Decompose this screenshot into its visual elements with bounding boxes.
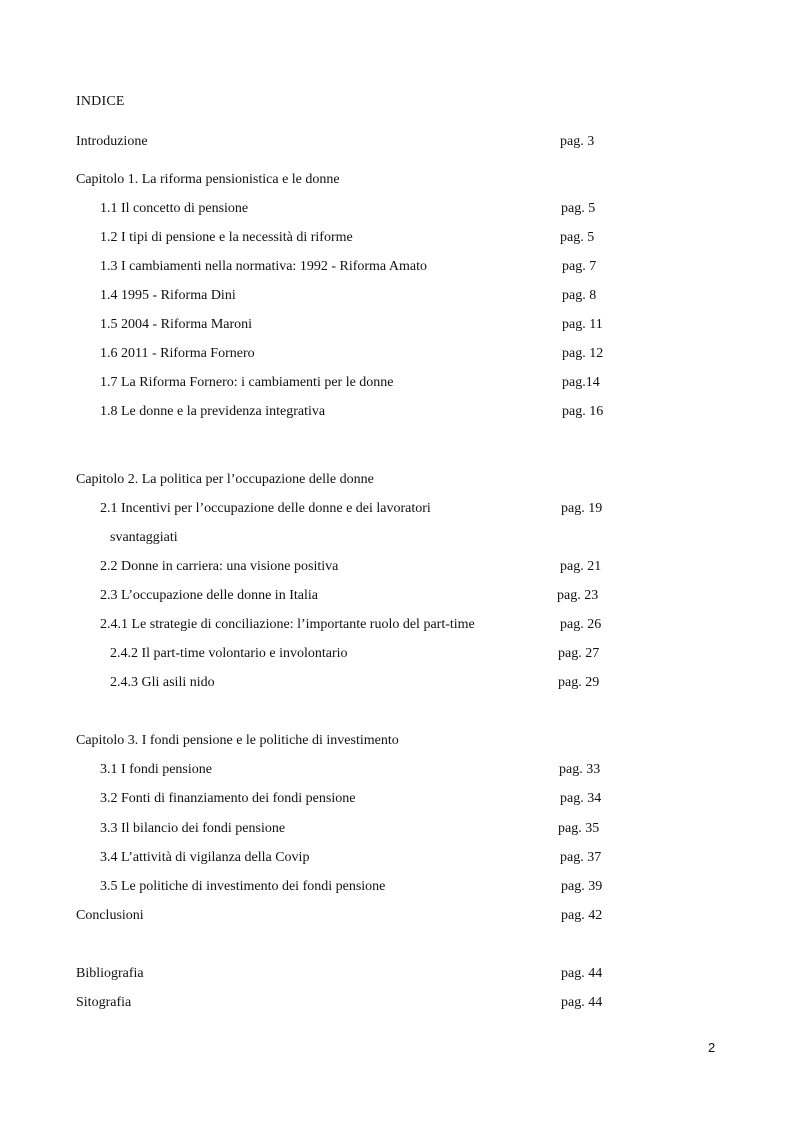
toc-label: Bibliografia bbox=[76, 966, 144, 981]
toc-page: pag. 16 bbox=[562, 404, 604, 419]
toc-label: 2.1 Incentivi per l’occupazione delle donne e dei lavoratori bbox=[100, 501, 431, 516]
toc-page: pag. 29 bbox=[558, 675, 600, 690]
toc-label: 1.8 Le donne e la previdenza integrativa bbox=[100, 404, 326, 419]
toc-label: 1.5 2004 - Riforma Maroni bbox=[100, 317, 253, 332]
toc-page: pag. 23 bbox=[557, 588, 599, 603]
toc-label: 1.6 2011 - Riforma Fornero bbox=[100, 346, 255, 361]
toc-page: pag. 7 bbox=[562, 259, 597, 274]
toc-label: 1.2 I tipi di pensione e la necessità di riforme bbox=[100, 230, 353, 245]
toc-page: pag. 5 bbox=[560, 230, 595, 245]
toc-page: pag. 44 bbox=[561, 966, 603, 981]
toc-label: Introduzione bbox=[76, 134, 148, 149]
toc-label: 3.2 Fonti di finanziamento dei fondi pensione bbox=[100, 791, 356, 806]
toc-page: pag. 39 bbox=[561, 879, 603, 894]
toc-label-continued: svantaggiati bbox=[110, 530, 178, 545]
toc-label: 1.3 I cambiamenti nella normativa: 1992 - Riforma Amato bbox=[100, 259, 427, 274]
toc-label: 2.4.1 Le strategie di conciliazione: l’importante ruolo del part-time bbox=[100, 617, 475, 632]
chapter-title: Capitolo 2. La politica per l’occupazione delle donne bbox=[76, 472, 374, 487]
toc-label: 3.3 Il bilancio dei fondi pensione bbox=[100, 821, 286, 836]
toc-page: pag. 37 bbox=[560, 850, 602, 865]
toc-page: pag. 21 bbox=[560, 559, 602, 574]
toc-page: pag. 33 bbox=[559, 762, 601, 777]
toc-page: pag. 12 bbox=[562, 346, 604, 361]
toc-page: pag. 27 bbox=[558, 646, 600, 661]
toc-label: 2.4.3 Gli asili nido bbox=[110, 675, 215, 690]
toc-label: 1.1 Il concetto di pensione bbox=[100, 201, 249, 216]
toc-page: pag.14 bbox=[562, 375, 600, 390]
page-title: INDICE bbox=[76, 94, 125, 109]
toc-label: 1.7 La Riforma Fornero: i cambiamenti per le donne bbox=[100, 375, 394, 390]
toc-label: Sitografia bbox=[76, 995, 132, 1010]
toc-page: pag. 11 bbox=[562, 317, 603, 332]
toc-label: 3.5 Le politiche di investimento dei fondi pensione bbox=[100, 879, 386, 894]
toc-label: 2.3 L’occupazione delle donne in Italia bbox=[100, 588, 318, 603]
toc-label: Conclusioni bbox=[76, 908, 144, 923]
toc-page: pag. 35 bbox=[558, 821, 600, 836]
toc-label: 3.1 I fondi pensione bbox=[100, 762, 212, 777]
toc-label: 3.4 L’attività di vigilanza della Covip bbox=[100, 850, 310, 865]
page-number: 2 bbox=[708, 1040, 716, 1055]
toc-page: pag. 44 bbox=[561, 995, 603, 1010]
toc-page: pag. 26 bbox=[560, 617, 602, 632]
toc-label: 1.4 1995 - Riforma Dini bbox=[100, 288, 236, 303]
toc-page: pag. 34 bbox=[560, 791, 602, 806]
toc-label: 2.2 Donne in carriera: una visione positiva bbox=[100, 559, 339, 574]
chapter-title: Capitolo 1. La riforma pensionistica e le donne bbox=[76, 172, 340, 187]
chapter-title: Capitolo 3. I fondi pensione e le politiche di investimento bbox=[76, 733, 399, 748]
toc-page: pag. 5 bbox=[561, 201, 596, 216]
toc-page: pag. 42 bbox=[561, 908, 603, 923]
toc-label: 2.4.2 Il part-time volontario e involontario bbox=[110, 646, 348, 661]
toc-page: pag. 3 bbox=[560, 134, 595, 149]
toc-page: pag. 8 bbox=[562, 288, 597, 303]
toc-page: pag. 19 bbox=[561, 501, 603, 516]
